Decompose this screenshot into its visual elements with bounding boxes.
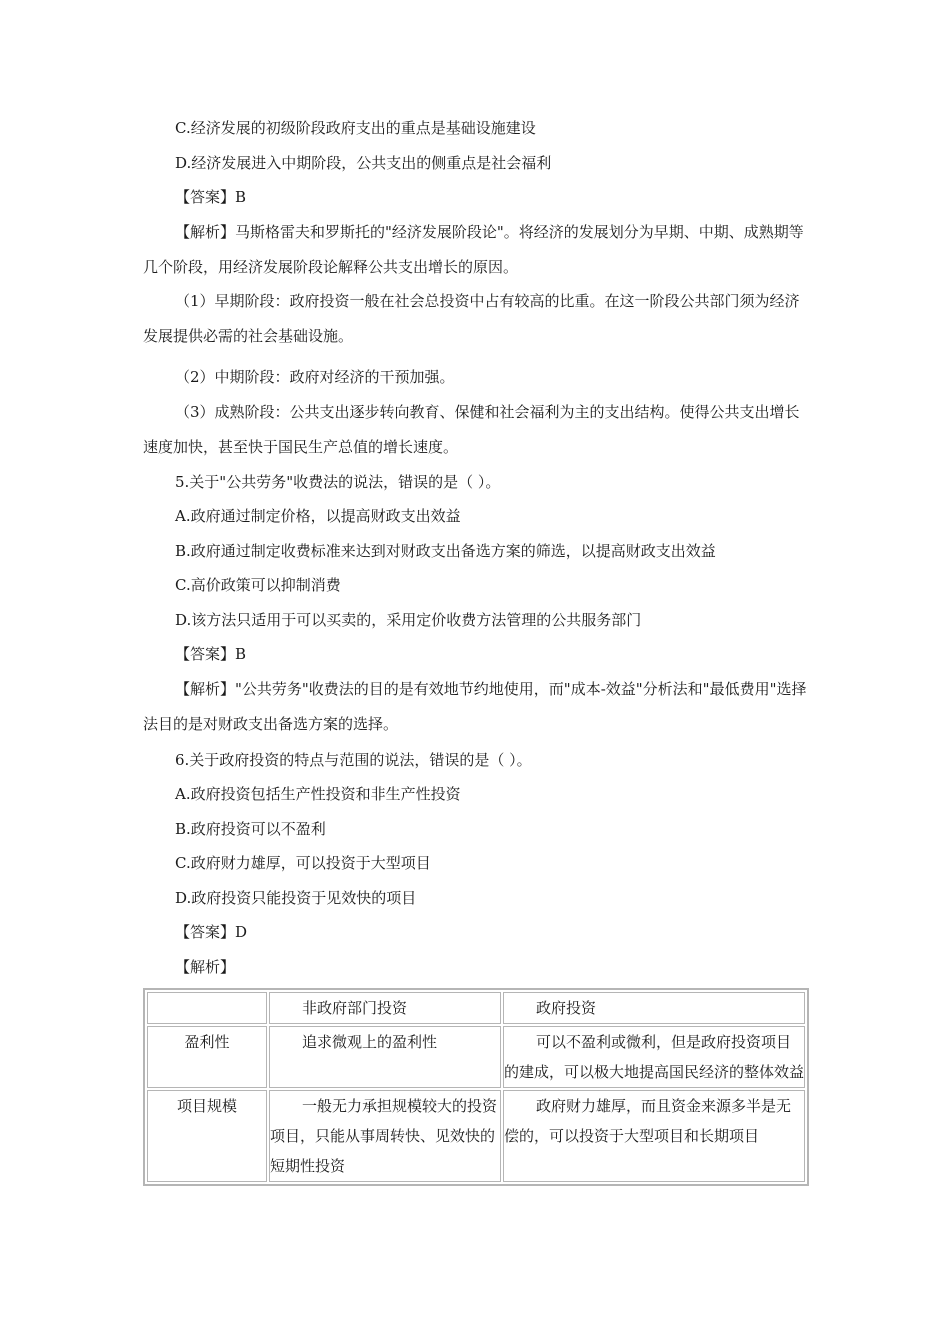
option-d-q5: D.该方法只适用于可以买卖的，采用定价收费方法管理的公共服务部门 (175, 611, 642, 629)
question-5: 5.关于"公共劳务"收费法的说法，错误的是（ ）。 (175, 473, 501, 491)
table-row (147, 1090, 805, 1182)
table-header-cell (147, 992, 267, 1024)
analysis-q5: 【解析】"公共劳务"收费法的目的是有效地节约地使用，而"成本-效益"分析法和"最低费用"选择法目的是对财政支出备选方案的选择。 (143, 680, 807, 733)
table-cell: 盈利性 (147, 1026, 267, 1088)
question-6: 6.关于政府投资的特点与范围的说法，错误的是（ ）。 (175, 751, 532, 769)
answer-q4: 【答案】B (175, 188, 247, 206)
option-c-q6: C.政府财力雄厚，可以投资于大型项目 (175, 854, 431, 872)
analysis-q4: 【解析】马斯格雷夫和罗斯托的"经济发展阶段论"。将经济的发展划分为早期、中期、成熟期等几个阶段，用经济发展阶段论解释公共支出增长的原因。 (143, 223, 804, 276)
answer-q6: 【答案】D (175, 923, 248, 941)
table-row (147, 1026, 805, 1088)
option-b-q6: B.政府投资可以不盈利 (175, 820, 326, 838)
analysis-q6-label: 【解析】 (175, 958, 236, 976)
analysis-q4-stage1: （1）早期阶段：政府投资一般在社会总投资中占有较高的比重。在这一阶段公共部门须为经济发展提供必需的社会基础设施。 (143, 292, 800, 345)
comparison-table (143, 988, 809, 1186)
table-header-row (147, 992, 805, 1024)
table-cell: 一般无力承担规模较大的投资项目，只能从事周转快、见效快的短期性投资 (269, 1090, 501, 1182)
option-c-q5: C.高价政策可以抑制消费 (175, 576, 341, 594)
table-cell: 项目规模 (147, 1090, 267, 1182)
table-cell: 可以不盈利或微利，但是政府投资项目的建成，可以极大地提高国民经济的整体效益 (503, 1026, 805, 1088)
option-a-q6: A.政府投资包括生产性投资和非生产性投资 (175, 785, 461, 803)
option-a-q5: A.政府通过制定价格，以提高财政支出效益 (175, 507, 461, 525)
analysis-q4-stage3: （3）成熟阶段：公共支出逐步转向教育、保健和社会福利为主的支出结构。使得公共支出增长速度加快，甚至快于国民生产总值的增长速度。 (143, 403, 800, 456)
table-header-cell: 政府投资 (503, 992, 805, 1024)
option-d-q4: D.经济发展进入中期阶段，公共支出的侧重点是社会福利 (175, 154, 552, 172)
table-header-cell: 非政府部门投资 (269, 992, 501, 1024)
table-cell: 追求微观上的盈利性 (269, 1026, 501, 1088)
option-c-q4: C.经济发展的初级阶段政府支出的重点是基础设施建设 (175, 119, 536, 137)
option-d-q6: D.政府投资只能投资于见效快的项目 (175, 889, 417, 907)
table-cell: 政府财力雄厚，而且资金来源多半是无偿的，可以投资于大型项目和长期项目 (503, 1090, 805, 1182)
answer-q5: 【答案】B (175, 645, 247, 663)
option-b-q5: B.政府通过制定收费标准来达到对财政支出备选方案的筛选，以提高财政支出效益 (175, 542, 716, 560)
analysis-q4-stage2: （2）中期阶段：政府对经济的干预加强。 (175, 368, 455, 386)
